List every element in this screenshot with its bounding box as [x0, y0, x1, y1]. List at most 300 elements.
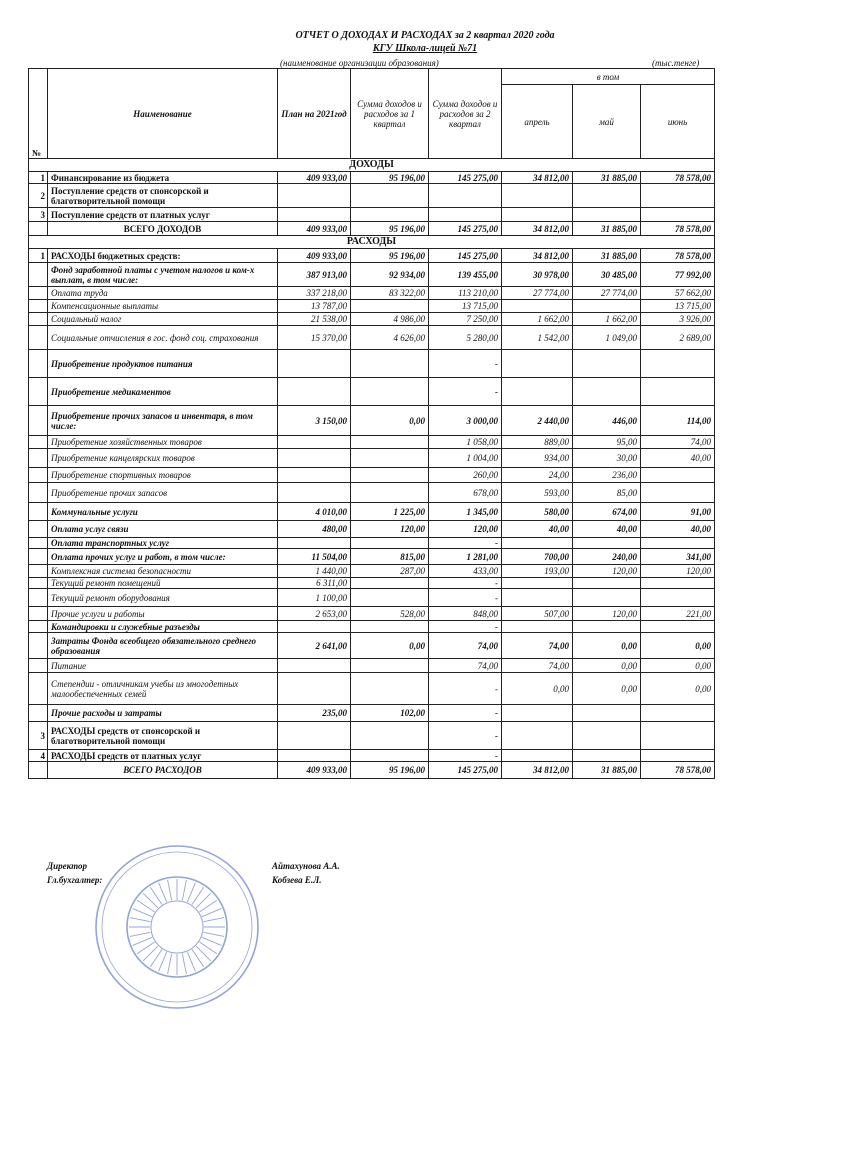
cell-plan: 235,00 — [278, 705, 351, 722]
row-number — [29, 549, 48, 565]
cell-plan — [278, 436, 351, 449]
cell-q2: - — [429, 673, 502, 705]
section-title: ДОХОДЫ — [29, 159, 715, 172]
cell-q1 — [351, 722, 429, 750]
cell-june: 91,00 — [641, 503, 715, 521]
cell-may: 120,00 — [573, 565, 641, 578]
cell-april — [502, 750, 573, 762]
cell-plan — [278, 449, 351, 468]
cell-may: 446,00 — [573, 406, 641, 436]
table-row — [29, 705, 715, 722]
cell-may — [573, 705, 641, 722]
cell-may: 30 485,00 — [573, 263, 641, 287]
cell-april — [502, 705, 573, 722]
cell-plan: 409 933,00 — [278, 762, 351, 779]
cell-q1: 102,00 — [351, 705, 429, 722]
report-table-body — [29, 159, 715, 779]
col-header-june: июнь — [641, 85, 715, 159]
cell-q2: 1 345,00 — [429, 503, 502, 521]
cell-april: 74,00 — [502, 659, 573, 673]
cell-may: 30,00 — [573, 449, 641, 468]
table-row — [29, 589, 715, 607]
col-header-q2: Сумма доходов и расходов за 2 квартал — [429, 69, 502, 159]
cell-q2: - — [429, 350, 502, 378]
cell-q1 — [351, 468, 429, 483]
cell-may — [573, 350, 641, 378]
cell-q2: 433,00 — [429, 565, 502, 578]
director-name: Айтахунова А.А. — [272, 861, 340, 871]
row-number — [29, 406, 48, 436]
table-row — [29, 578, 715, 589]
cell-april: 27 774,00 — [502, 287, 573, 300]
cell-q2: - — [429, 750, 502, 762]
cell-may: 31 885,00 — [573, 249, 641, 263]
organization-note: (наименование организации образования) — [280, 58, 439, 68]
cell-q1 — [351, 208, 429, 222]
cell-may — [573, 300, 641, 313]
table-row — [29, 208, 715, 222]
row-number — [29, 589, 48, 607]
section-header — [29, 236, 715, 249]
table-row — [29, 549, 715, 565]
cell-q1: 528,00 — [351, 607, 429, 621]
cell-june: 78 578,00 — [641, 249, 715, 263]
cell-q2: - — [429, 538, 502, 549]
cell-plan — [278, 673, 351, 705]
col-header-plan: План на 2021год — [278, 69, 351, 159]
cell-q1 — [351, 621, 429, 633]
cell-q1 — [351, 436, 429, 449]
cell-june: 0,00 — [641, 659, 715, 673]
row-name: РАСХОДЫ средств от платных услуг — [48, 750, 278, 762]
cell-q2: 113 210,00 — [429, 287, 502, 300]
cell-q1 — [351, 538, 429, 549]
table-row — [29, 521, 715, 538]
cell-june: 341,00 — [641, 549, 715, 565]
cell-april — [502, 722, 573, 750]
row-number — [29, 222, 48, 236]
row-name: Коммунальные услуги — [48, 503, 278, 521]
table-row — [29, 436, 715, 449]
cell-q1 — [351, 184, 429, 208]
cell-april: 934,00 — [502, 449, 573, 468]
cell-q1: 0,00 — [351, 406, 429, 436]
row-name: Поступление средств от спонсорской и благотворительной помощи — [48, 184, 278, 208]
cell-q2: 13 715,00 — [429, 300, 502, 313]
cell-may — [573, 184, 641, 208]
cell-april — [502, 208, 573, 222]
cell-plan — [278, 621, 351, 633]
cell-may — [573, 378, 641, 406]
units-note: (тыс.тенге) — [652, 58, 700, 68]
cell-april — [502, 538, 573, 549]
cell-plan — [278, 208, 351, 222]
row-number — [29, 468, 48, 483]
row-number — [29, 503, 48, 521]
cell-june: 3 926,00 — [641, 313, 715, 326]
cell-plan: 3 150,00 — [278, 406, 351, 436]
cell-plan: 11 504,00 — [278, 549, 351, 565]
cell-april: 593,00 — [502, 483, 573, 503]
cell-april: 0,00 — [502, 673, 573, 705]
col-header-q1: Сумма доходов и расходов за 1 квартал — [351, 69, 429, 159]
cell-q1: 95 196,00 — [351, 249, 429, 263]
cell-may — [573, 578, 641, 589]
row-name: Социальные отчисления в гос. фонд соц. страхования — [48, 326, 278, 350]
cell-plan: 480,00 — [278, 521, 351, 538]
cell-april: 580,00 — [502, 503, 573, 521]
cell-june: 77 992,00 — [641, 263, 715, 287]
cell-plan: 4 010,00 — [278, 503, 351, 521]
cell-april — [502, 621, 573, 633]
cell-q2: 120,00 — [429, 521, 502, 538]
table-row — [29, 607, 715, 621]
cell-q1 — [351, 750, 429, 762]
table-row — [29, 565, 715, 578]
cell-june — [641, 208, 715, 222]
cell-q1: 120,00 — [351, 521, 429, 538]
cell-may: 1 662,00 — [573, 313, 641, 326]
table-row — [29, 313, 715, 326]
cell-q2: 5 280,00 — [429, 326, 502, 350]
accountant-label: Гл.бухгалтер: — [47, 875, 103, 885]
cell-q1 — [351, 589, 429, 607]
cell-june — [641, 184, 715, 208]
table-row — [29, 722, 715, 750]
cell-plan: 337 218,00 — [278, 287, 351, 300]
table-row — [29, 378, 715, 406]
row-number — [29, 621, 48, 633]
cell-june — [641, 621, 715, 633]
row-number — [29, 263, 48, 287]
cell-april: 34 812,00 — [502, 172, 573, 184]
cell-june: 120,00 — [641, 565, 715, 578]
cell-q1: 95 196,00 — [351, 762, 429, 779]
cell-april: 1 542,00 — [502, 326, 573, 350]
col-header-april: апрель — [502, 85, 573, 159]
cell-q2: - — [429, 621, 502, 633]
cell-april: 889,00 — [502, 436, 573, 449]
cell-q1 — [351, 300, 429, 313]
cell-may: 85,00 — [573, 483, 641, 503]
organization-name: КГУ Школа-лицей №71 — [372, 43, 478, 54]
table-row — [29, 503, 715, 521]
table-row — [29, 287, 715, 300]
cell-june: 78 578,00 — [641, 762, 715, 779]
col-header-in-that: в том — [502, 69, 715, 85]
row-name: Финансирование из бюджета — [48, 172, 278, 184]
row-name: Приобретение спортивных товаров — [48, 468, 278, 483]
row-name: Приобретение медикаментов — [48, 378, 278, 406]
cell-q2 — [429, 184, 502, 208]
cell-may: 31 885,00 — [573, 762, 641, 779]
cell-plan: 1 440,00 — [278, 565, 351, 578]
cell-april: 507,00 — [502, 607, 573, 621]
cell-q1 — [351, 578, 429, 589]
cell-june: 57 662,00 — [641, 287, 715, 300]
table-row — [29, 468, 715, 483]
cell-plan: 15 370,00 — [278, 326, 351, 350]
cell-april: 1 662,00 — [502, 313, 573, 326]
cell-q1: 4 626,00 — [351, 326, 429, 350]
cell-june — [641, 589, 715, 607]
row-number — [29, 483, 48, 503]
cell-april: 34 812,00 — [502, 762, 573, 779]
director-label: Директор — [47, 861, 87, 871]
cell-q2: - — [429, 378, 502, 406]
row-number: 2 — [29, 184, 48, 208]
cell-may: 120,00 — [573, 607, 641, 621]
cell-q1: 287,00 — [351, 565, 429, 578]
row-number: 4 — [29, 750, 48, 762]
cell-april: 30 978,00 — [502, 263, 573, 287]
cell-q2: 139 455,00 — [429, 263, 502, 287]
row-name: ВСЕГО ДОХОДОВ — [48, 222, 278, 236]
cell-plan — [278, 468, 351, 483]
cell-plan — [278, 483, 351, 503]
table-row — [29, 172, 715, 184]
row-name: Приобретение хозяйственных товаров — [48, 436, 278, 449]
cell-june — [641, 722, 715, 750]
section-title: РАСХОДЫ — [29, 236, 715, 249]
table-row — [29, 673, 715, 705]
table-row — [29, 538, 715, 549]
row-name: Приобретение прочих запасов — [48, 483, 278, 503]
cell-june: 0,00 — [641, 673, 715, 705]
cell-may: 27 774,00 — [573, 287, 641, 300]
cell-may: 95,00 — [573, 436, 641, 449]
row-name: Питание — [48, 659, 278, 673]
row-number — [29, 607, 48, 621]
row-name: Поступление средств от платных услуг — [48, 208, 278, 222]
table-row — [29, 350, 715, 378]
cell-may: 0,00 — [573, 633, 641, 659]
cell-q2: 1 058,00 — [429, 436, 502, 449]
cell-april: 34 812,00 — [502, 222, 573, 236]
cell-may: 31 885,00 — [573, 172, 641, 184]
cell-plan: 21 538,00 — [278, 313, 351, 326]
row-name: Социальный налог — [48, 313, 278, 326]
cell-may — [573, 589, 641, 607]
table-row — [29, 300, 715, 313]
cell-q2: - — [429, 705, 502, 722]
row-number: 3 — [29, 722, 48, 750]
row-name: Оплата труда — [48, 287, 278, 300]
cell-june — [641, 378, 715, 406]
row-name: Компенсационные выплаты — [48, 300, 278, 313]
table-row — [29, 659, 715, 673]
cell-june: 74,00 — [641, 436, 715, 449]
row-number — [29, 287, 48, 300]
cell-plan — [278, 538, 351, 549]
row-name: Оплата транспортных услуг — [48, 538, 278, 549]
cell-q1 — [351, 673, 429, 705]
row-number — [29, 659, 48, 673]
cell-april: 40,00 — [502, 521, 573, 538]
cell-q1: 83 322,00 — [351, 287, 429, 300]
cell-plan — [278, 184, 351, 208]
cell-plan: 409 933,00 — [278, 222, 351, 236]
row-name: Фонд заработной платы с учетом налогов и ком-х выплат, в том числе: — [48, 263, 278, 287]
cell-q1: 815,00 — [351, 549, 429, 565]
cell-june — [641, 578, 715, 589]
report-title: ОТЧЕТ О ДОХОДАХ И РАСХОДАХ за 2 квартал 2020 года — [295, 30, 555, 41]
cell-june — [641, 468, 715, 483]
table-row — [29, 762, 715, 779]
cell-may — [573, 722, 641, 750]
cell-may: 1 049,00 — [573, 326, 641, 350]
cell-may — [573, 208, 641, 222]
row-name: Оплата услуг связи — [48, 521, 278, 538]
table-row — [29, 263, 715, 287]
row-number — [29, 300, 48, 313]
cell-q2: 74,00 — [429, 633, 502, 659]
row-name: Прочие услуги и работы — [48, 607, 278, 621]
cell-q2 — [429, 208, 502, 222]
cell-april — [502, 578, 573, 589]
cell-june: 13 715,00 — [641, 300, 715, 313]
cell-may — [573, 621, 641, 633]
row-number — [29, 378, 48, 406]
cell-q2: 145 275,00 — [429, 172, 502, 184]
cell-june — [641, 350, 715, 378]
cell-may — [573, 538, 641, 549]
cell-april — [502, 184, 573, 208]
col-header-name: Наименование — [48, 69, 278, 159]
cell-q1: 95 196,00 — [351, 222, 429, 236]
cell-plan: 409 933,00 — [278, 249, 351, 263]
cell-q1: 0,00 — [351, 633, 429, 659]
cell-april — [502, 589, 573, 607]
row-number — [29, 326, 48, 350]
row-number — [29, 578, 48, 589]
row-number — [29, 705, 48, 722]
table-row — [29, 184, 715, 208]
row-number — [29, 633, 48, 659]
row-name: Комплексная система безопасности — [48, 565, 278, 578]
row-name: Затраты Фонда всеобщего обязательного среднего образования — [48, 633, 278, 659]
cell-q1: 92 934,00 — [351, 263, 429, 287]
cell-q1: 95 196,00 — [351, 172, 429, 184]
cell-plan: 409 933,00 — [278, 172, 351, 184]
cell-plan — [278, 350, 351, 378]
cell-plan — [278, 750, 351, 762]
row-number: 1 — [29, 249, 48, 263]
table-row — [29, 449, 715, 468]
row-number — [29, 565, 48, 578]
cell-q2: 1 281,00 — [429, 549, 502, 565]
cell-june: 78 578,00 — [641, 222, 715, 236]
col-header-may: май — [573, 85, 641, 159]
row-name: РАСХОДЫ средств от спонсорской и благотворительной помощи — [48, 722, 278, 750]
cell-plan: 13 787,00 — [278, 300, 351, 313]
accountant-name: Кобзева Е.Л. — [272, 875, 322, 885]
row-name: Приобретение продуктов питания — [48, 350, 278, 378]
cell-plan: 387 913,00 — [278, 263, 351, 287]
row-name: Командировки и служебные разъезды — [48, 621, 278, 633]
cell-plan: 2 653,00 — [278, 607, 351, 621]
row-number — [29, 762, 48, 779]
cell-april: 700,00 — [502, 549, 573, 565]
table-row — [29, 222, 715, 236]
cell-q2: - — [429, 722, 502, 750]
table-row — [29, 621, 715, 633]
row-number — [29, 521, 48, 538]
cell-june: 78 578,00 — [641, 172, 715, 184]
cell-june — [641, 705, 715, 722]
cell-june: 40,00 — [641, 521, 715, 538]
row-name: РАСХОДЫ бюджетных средств: — [48, 249, 278, 263]
row-name: Степендии - отличникам учебы из многодетных малообеспеченных семей — [48, 673, 278, 705]
cell-q1 — [351, 350, 429, 378]
cell-q2: 145 275,00 — [429, 222, 502, 236]
cell-april — [502, 378, 573, 406]
table-row — [29, 326, 715, 350]
table-row — [29, 249, 715, 263]
cell-april: 24,00 — [502, 468, 573, 483]
cell-plan — [278, 659, 351, 673]
cell-q2: 1 004,00 — [429, 449, 502, 468]
cell-q2: 145 275,00 — [429, 762, 502, 779]
cell-plan — [278, 722, 351, 750]
row-name: Оплата прочих услуг и работ, в том числе: — [48, 549, 278, 565]
cell-april: 2 440,00 — [502, 406, 573, 436]
cell-may: 0,00 — [573, 673, 641, 705]
cell-q1 — [351, 483, 429, 503]
cell-june: 0,00 — [641, 633, 715, 659]
cell-q1 — [351, 378, 429, 406]
section-header — [29, 159, 715, 172]
cell-april: 34 812,00 — [502, 249, 573, 263]
cell-plan: 2 641,00 — [278, 633, 351, 659]
cell-april: 193,00 — [502, 565, 573, 578]
cell-q1: 1 225,00 — [351, 503, 429, 521]
cell-q2: - — [429, 589, 502, 607]
row-number — [29, 350, 48, 378]
cell-q2: 260,00 — [429, 468, 502, 483]
cell-june — [641, 750, 715, 762]
cell-plan: 1 100,00 — [278, 589, 351, 607]
col-header-no: № — [29, 69, 48, 159]
cell-q2: 7 250,00 — [429, 313, 502, 326]
row-name: Приобретение канцелярских товаров — [48, 449, 278, 468]
table-row — [29, 406, 715, 436]
cell-q2: 3 000,00 — [429, 406, 502, 436]
cell-q2: 848,00 — [429, 607, 502, 621]
cell-may: 240,00 — [573, 549, 641, 565]
report-table — [28, 68, 715, 779]
cell-plan — [278, 378, 351, 406]
table-row — [29, 483, 715, 503]
cell-q1: 4 986,00 — [351, 313, 429, 326]
row-number — [29, 538, 48, 549]
row-name: Текущий ремонт оборудования — [48, 589, 278, 607]
cell-june: 2 689,00 — [641, 326, 715, 350]
row-number — [29, 313, 48, 326]
cell-april: 74,00 — [502, 633, 573, 659]
cell-april — [502, 300, 573, 313]
cell-q2: 678,00 — [429, 483, 502, 503]
cell-may: 31 885,00 — [573, 222, 641, 236]
cell-q2: 145 275,00 — [429, 249, 502, 263]
cell-q2: 74,00 — [429, 659, 502, 673]
cell-june — [641, 538, 715, 549]
cell-april — [502, 350, 573, 378]
cell-may: 674,00 — [573, 503, 641, 521]
table-row — [29, 633, 715, 659]
row-name: ВСЕГО РАСХОДОВ — [48, 762, 278, 779]
official-stamp — [92, 842, 262, 1012]
